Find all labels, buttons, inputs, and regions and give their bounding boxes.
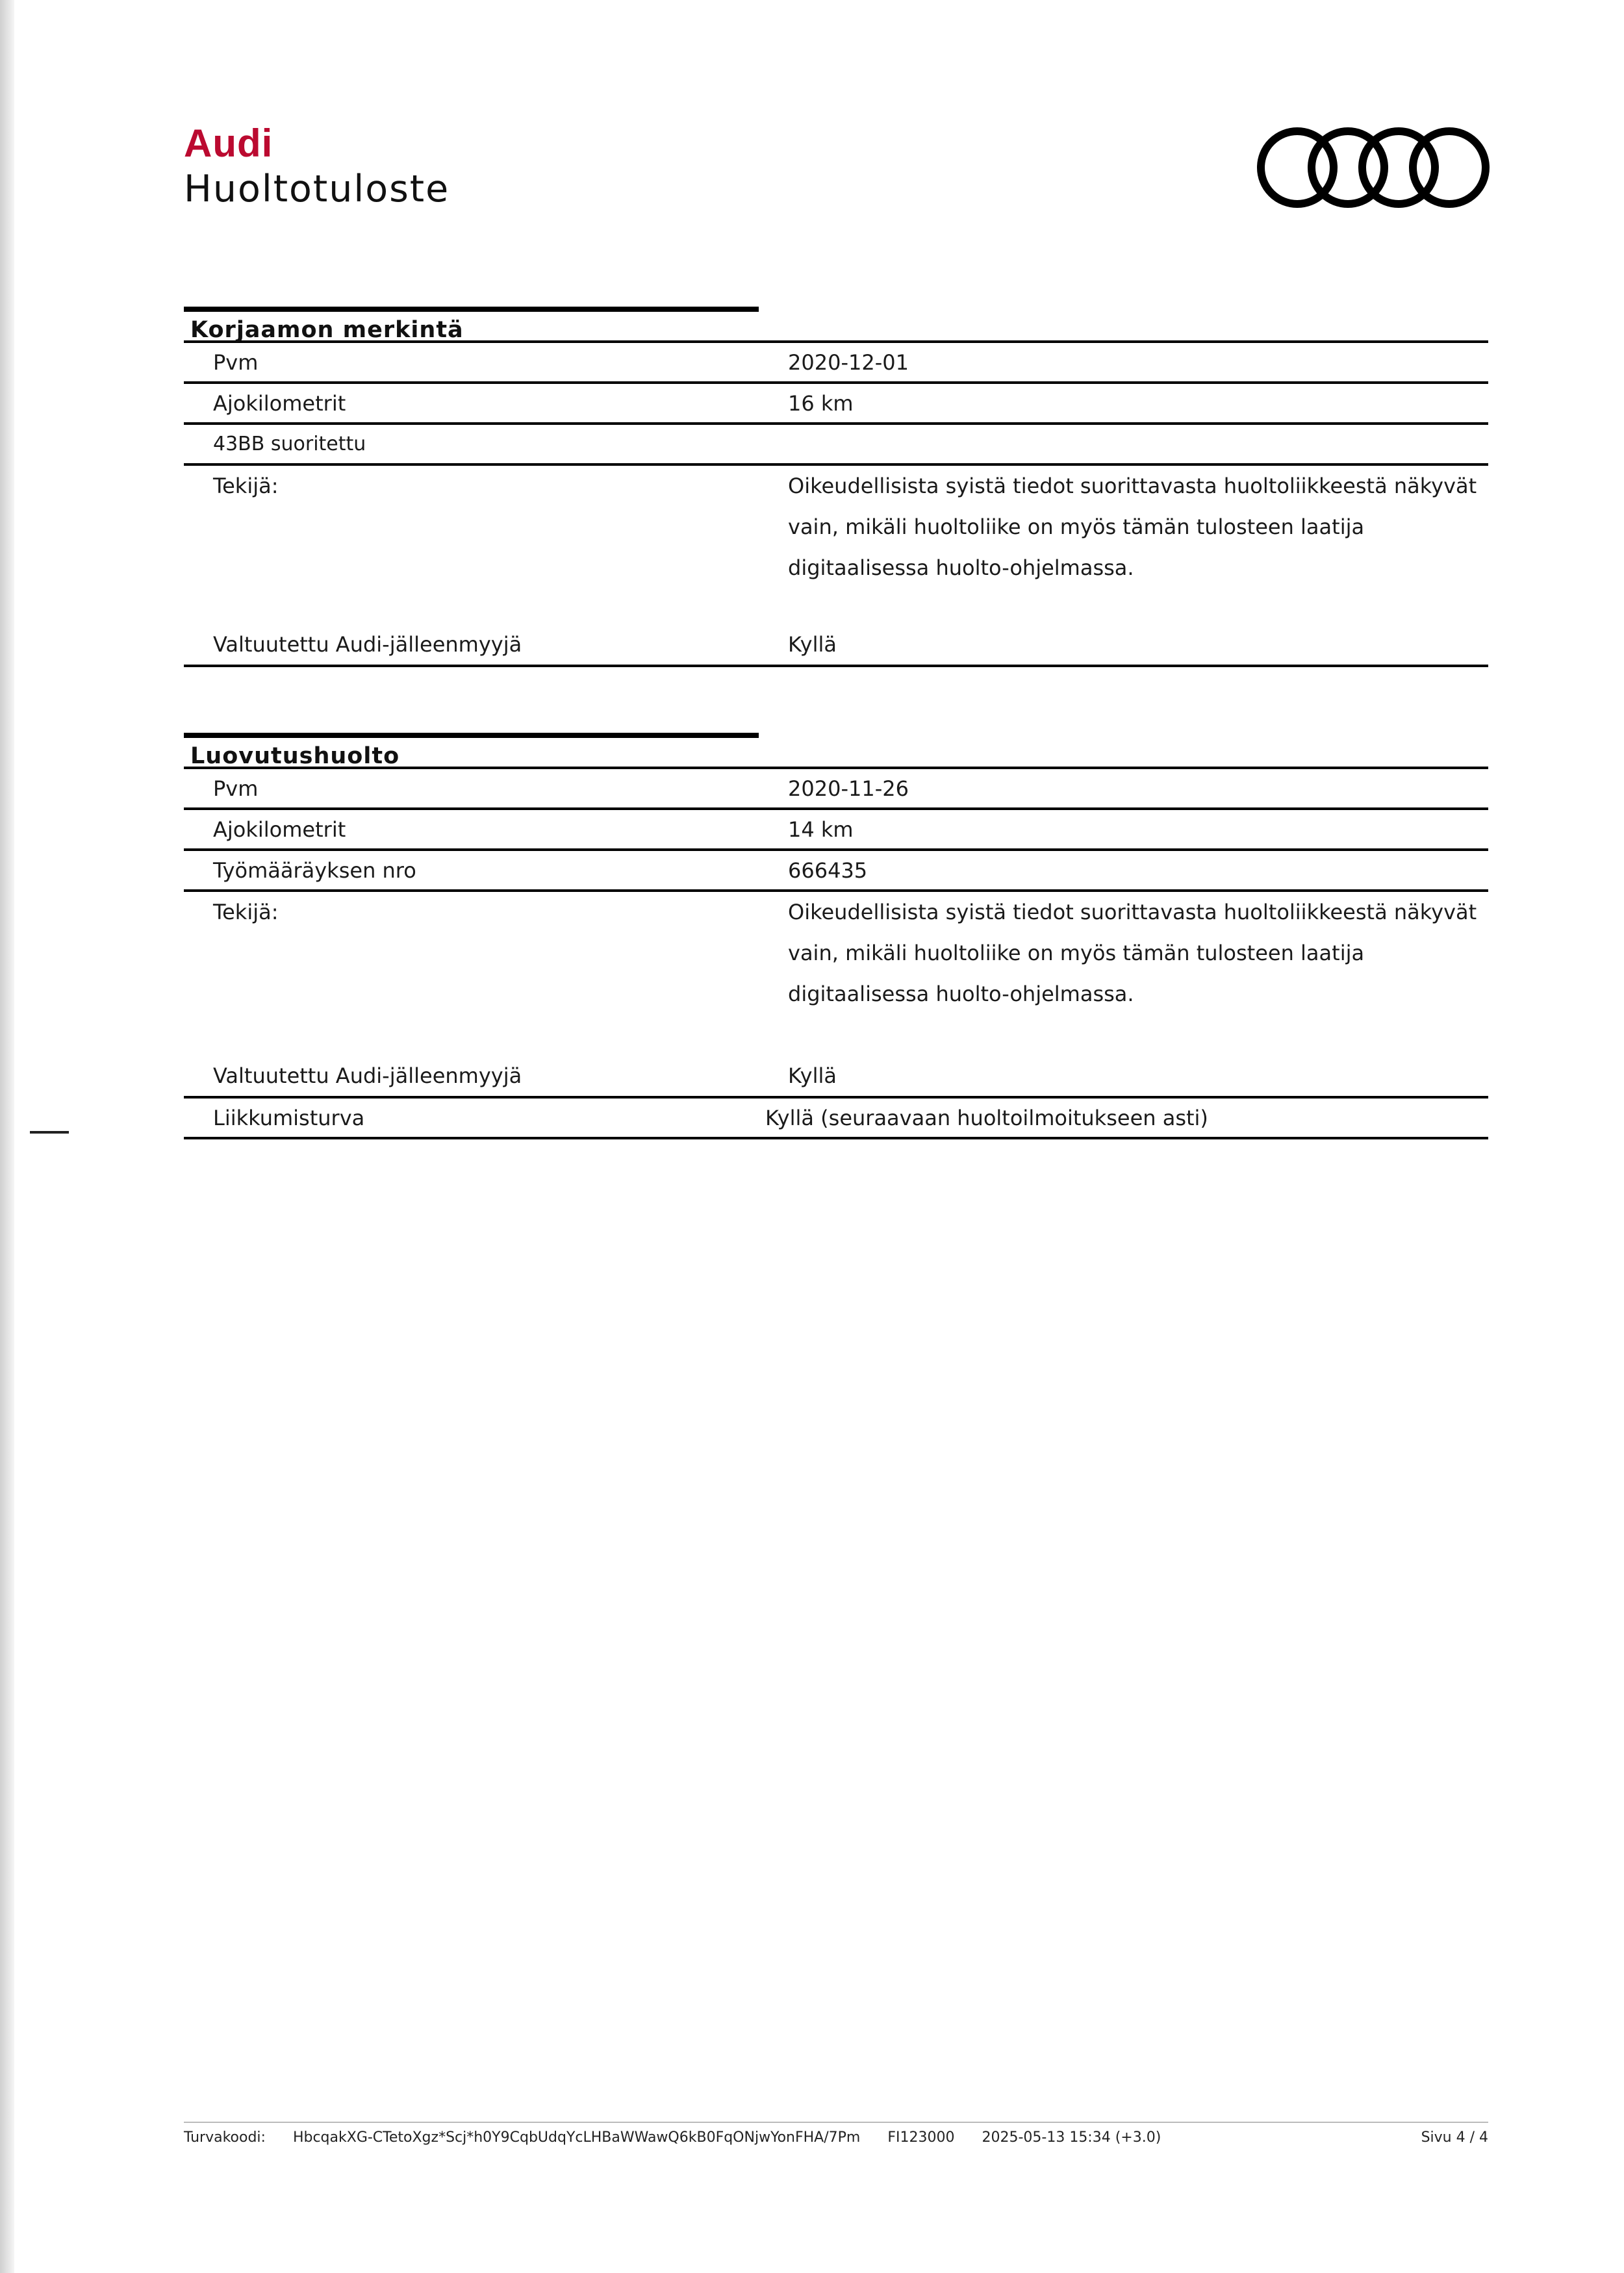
brand-name: Audi: [184, 121, 273, 165]
table-row: [184, 769, 1488, 810]
table-row: [184, 892, 1488, 1098]
row-label: Ajokilometrit: [213, 817, 346, 842]
section-korjaamon-merkinta: [184, 307, 1488, 667]
row-value: 14 km: [788, 817, 854, 842]
dealer-code: FI123000: [887, 2129, 955, 2146]
audi-rings-logo: [1257, 123, 1491, 212]
section-rule: [184, 733, 759, 738]
table-row: [184, 466, 1488, 667]
footer-security: [184, 2129, 1161, 2146]
row-subvalue: Kyllä: [788, 632, 837, 657]
security-label: Turvakoodi:: [184, 2129, 266, 2146]
table-row: [184, 851, 1488, 892]
row-value-line: vain, mikäli huoltoliike on myös tämän tulosteen laatija: [788, 941, 1365, 965]
table-row: [184, 425, 1488, 466]
row-value-line: digitaalisessa huolto-ohjelmassa.: [788, 555, 1134, 580]
row-value: 2020-12-01: [788, 349, 909, 375]
row-label: Ajokilometrit: [213, 390, 346, 416]
row-value-line: Oikeudellisista syistä tiedot suorittavasta huoltoliikkeestä näkyvät: [788, 900, 1477, 924]
row-label: Tekijä:: [213, 474, 279, 498]
row-value-line: Oikeudellisista syistä tiedot suorittavasta huoltoliikkeestä näkyvät: [788, 474, 1477, 498]
page-title: Huoltotuloste: [184, 168, 450, 210]
row-value: 666435: [788, 857, 868, 883]
print-timestamp: 2025-05-13 15:34 (+3.0): [982, 2129, 1161, 2146]
row-label: Tekijä:: [213, 900, 279, 924]
margin-mark: [30, 1131, 69, 1134]
table-row: [184, 384, 1488, 425]
table-row: [184, 343, 1488, 384]
row-label: Liikkumisturva: [213, 1105, 365, 1130]
section-title: Luovutushuolto: [184, 738, 1488, 769]
row-sublabel: Valtuutettu Audi-jälleenmyyjä: [213, 1063, 522, 1088]
page-left-edge: [0, 0, 14, 2273]
row-sublabel: Valtuutettu Audi-jälleenmyyjä: [213, 632, 522, 657]
row-label: Pvm: [213, 349, 259, 375]
footer: [184, 2129, 1488, 2146]
page-number: Sivu 4 / 4: [1421, 2129, 1488, 2146]
table-row: [184, 810, 1488, 851]
table-row: [184, 1098, 1488, 1139]
section-title: Korjaamon merkintä: [184, 312, 1488, 343]
security-code: HbcqakXG-CTetoXgz*Scj*h0Y9CqbUdqYcLHBaWWawQ6kB0FqONjwYonFHA/7Pm: [292, 2129, 861, 2146]
row-value-line: digitaalisessa huolto-ohjelmassa.: [788, 982, 1134, 1006]
row-value: 2020-11-26: [788, 776, 909, 801]
row-value: Kyllä (seuraavaan huoltoilmoitukseen asti): [765, 1105, 1208, 1130]
row-label: 43BB suoritettu: [213, 433, 366, 455]
footer-rule: [184, 2122, 1488, 2123]
row-label: Työmääräyksen nro: [213, 857, 416, 883]
section-rule: [184, 307, 759, 312]
row-subvalue: Kyllä: [788, 1063, 837, 1088]
row-value-line: vain, mikäli huoltoliike on myös tämän tulosteen laatija: [788, 514, 1365, 539]
row-label: Pvm: [213, 776, 259, 801]
row-value: 16 km: [788, 390, 854, 416]
section-luovutushuolto: [184, 733, 1488, 1139]
